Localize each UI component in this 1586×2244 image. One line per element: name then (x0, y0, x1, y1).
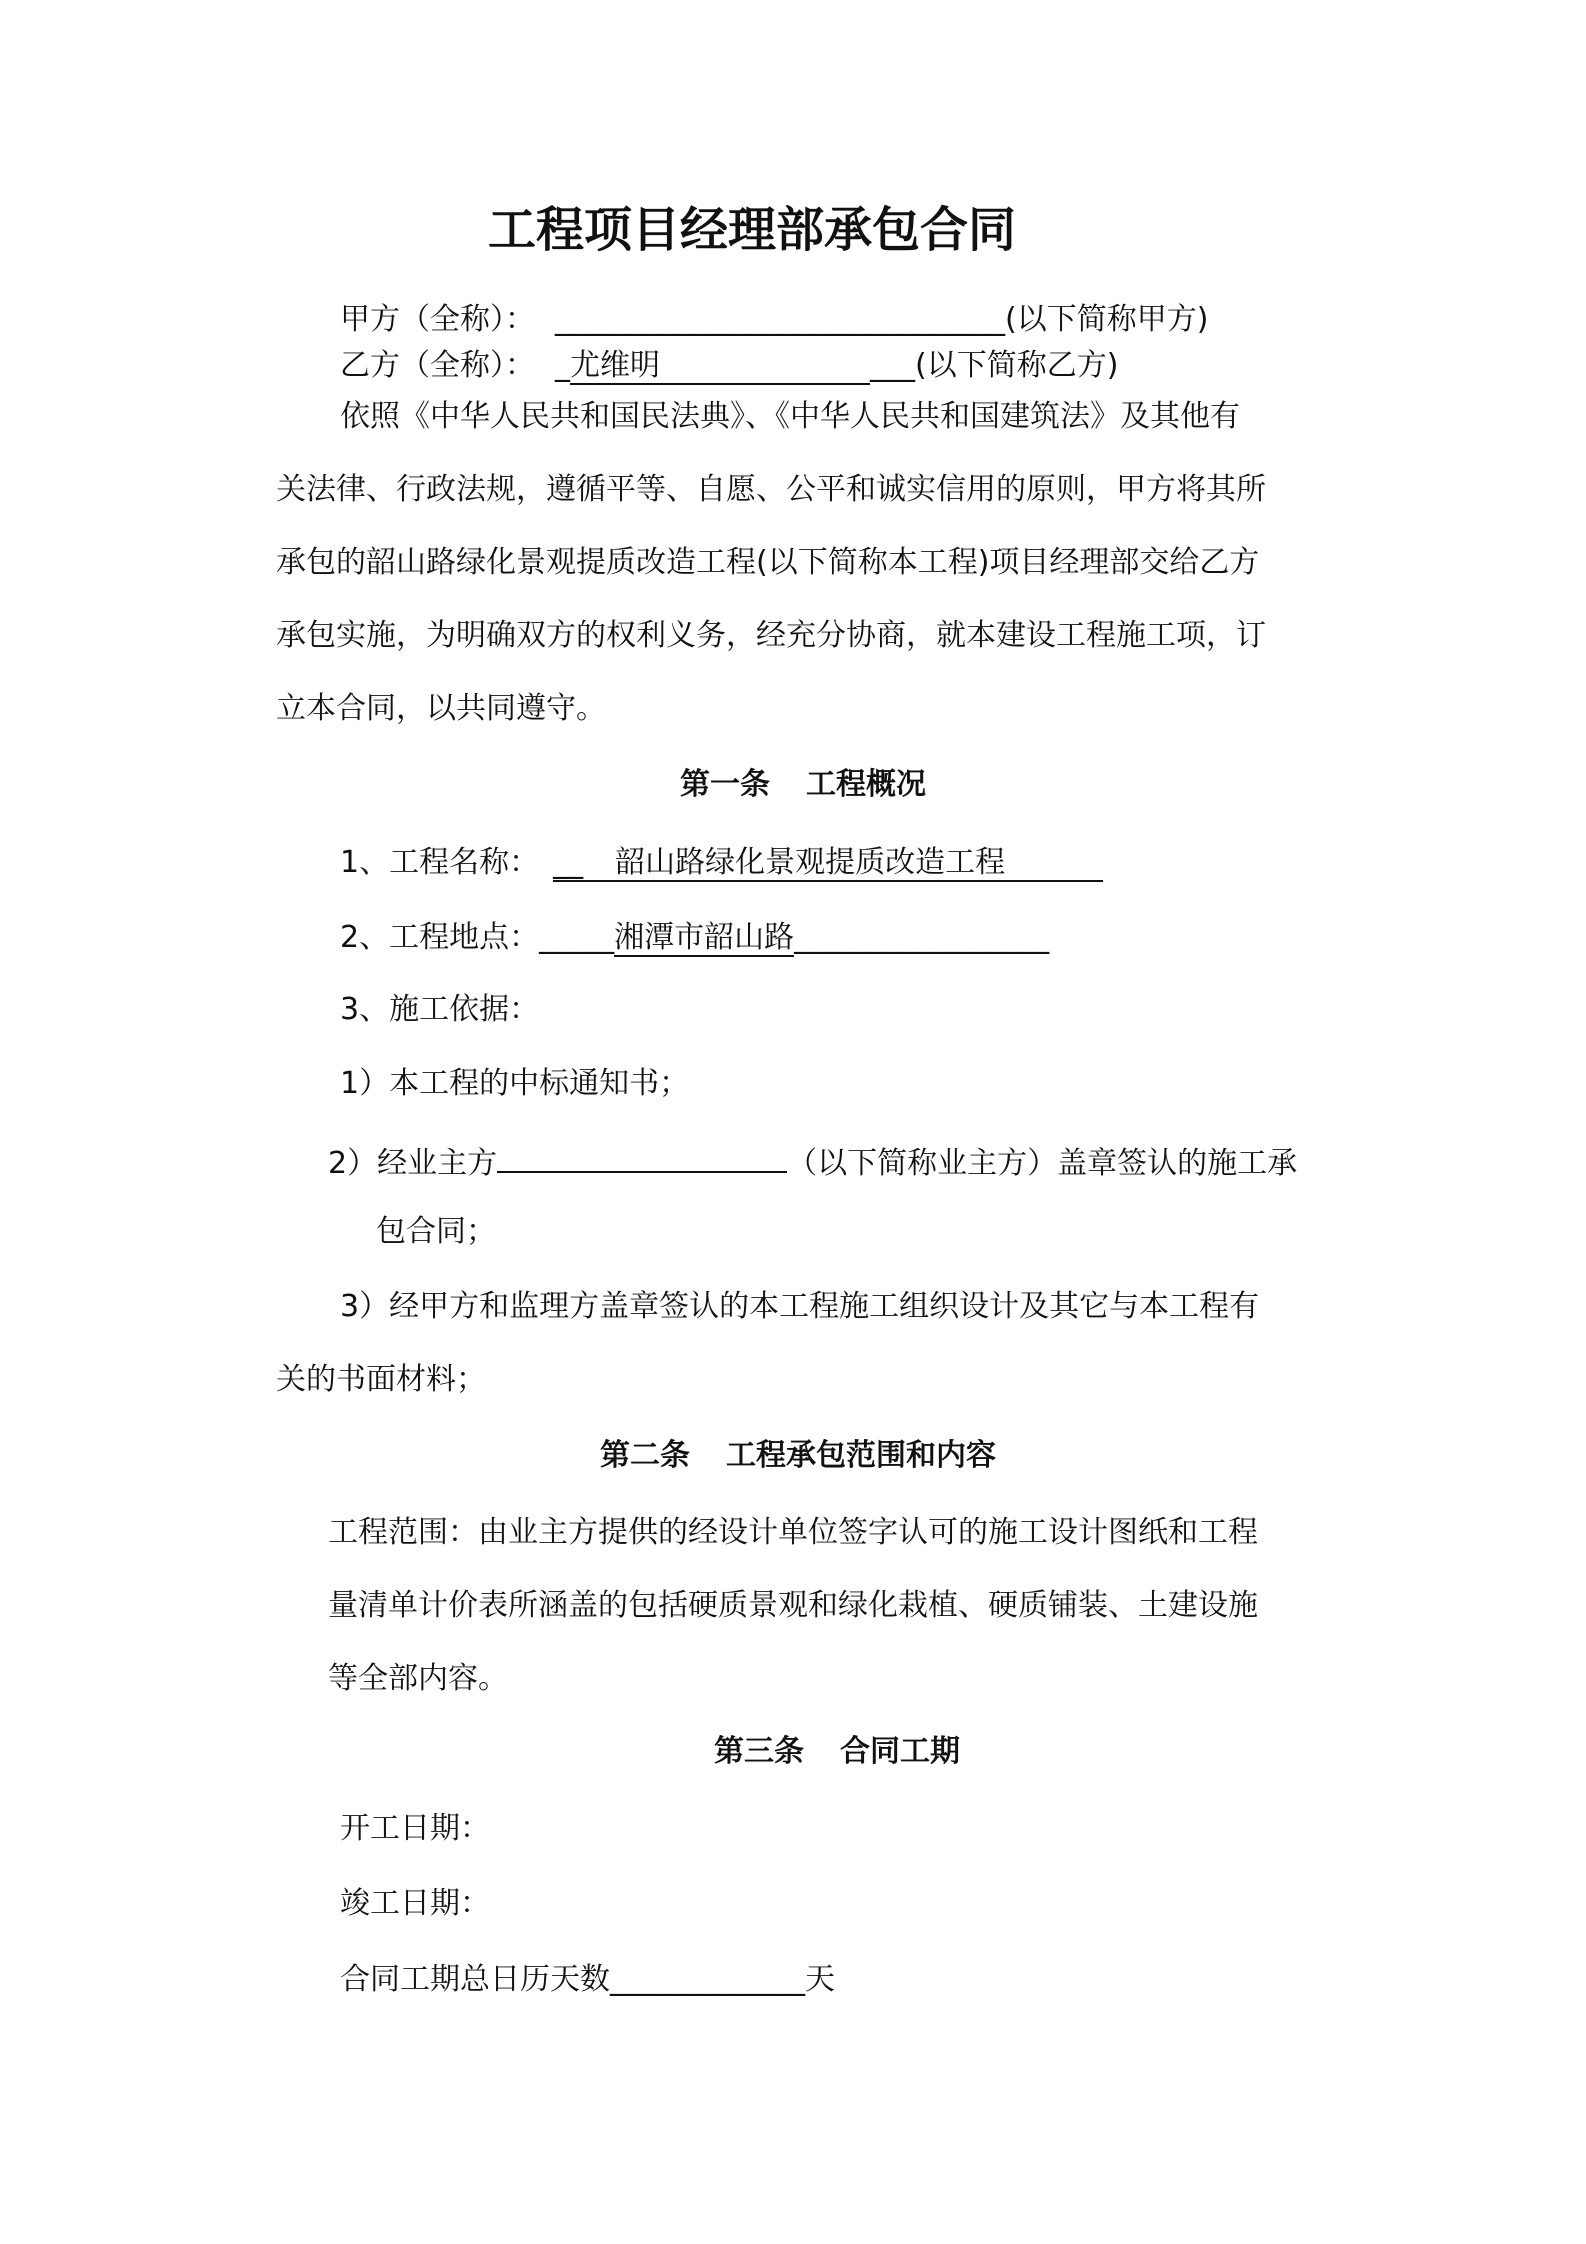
total-days-unit: 天 (805, 1962, 835, 1997)
party-a-line (340, 300, 1208, 340)
total-days-label: 合同工期总日历天数 (340, 1962, 610, 1997)
preamble-line-2: 关法律、行政法规，遵循平等、自愿、公平和诚实信用的原则，甲方将其所 (276, 472, 1266, 507)
scope-line-3: 等全部内容。 (328, 1661, 508, 1696)
construction-basis-label: 3、施工依据： (340, 992, 540, 1027)
project-location-prefix: _____ (539, 920, 615, 955)
party-b-name: 尤维明 (570, 349, 870, 385)
project-name-prefix: __ (553, 845, 584, 880)
project-name-value: 韶山路绿化景观提质改造工程 (615, 845, 1006, 880)
article-1-heading (680, 765, 926, 805)
end-date-label: 竣工日期： (340, 1886, 490, 1921)
total-days-blank: _____________ (610, 1962, 805, 1997)
total-days-line (340, 1960, 835, 2000)
article-1-title: 工程概况 (806, 767, 926, 802)
article-3-title: 合同工期 (840, 1734, 960, 1769)
basis-item-2-cont: 包合同； (376, 1214, 496, 1249)
article-3-number: 第三条 (714, 1734, 804, 1769)
scope-line-2: 量清单计价表所涵盖的包括硬质景观和绿化栽植、硬质铺装、土建设施 (328, 1588, 1258, 1623)
scope-line-1: 工程范围：由业主方提供的经设计单位签字认可的施工设计图纸和工程 (328, 1515, 1258, 1550)
party-b-blank: ___ (870, 348, 915, 383)
party-a-label: 甲方（全称）： (340, 302, 535, 337)
article-2-number: 第二条 (600, 1438, 690, 1473)
basis-item-2-prefix: 2）经业主方 (328, 1146, 498, 1181)
project-location-label: 2、工程地点： (340, 920, 540, 955)
basis-item-1: 1）本工程的中标通知书； (340, 1066, 690, 1101)
project-name-label: 1、工程名称： (340, 845, 540, 880)
preamble-line-1: 依照《中华人民共和国民法典》、《中华人民共和国建筑法》及其他有 (340, 399, 1240, 434)
project-location-value: 湘潭市韶山路 (614, 920, 795, 955)
party-a-suffix: (以下简称甲方) (1005, 302, 1209, 337)
article-2-title: 工程承包范围和内容 (726, 1438, 996, 1473)
party-b-line (340, 346, 1118, 386)
basis-item-3-cont: 关的书面材料； (276, 1362, 486, 1397)
preamble-line-5: 立本合同，以共同遵守。 (276, 691, 606, 726)
start-date-label: 开工日期： (340, 1811, 490, 1846)
project-location-suffix: _________________ (794, 920, 1050, 955)
owner-name-blank (497, 1139, 787, 1173)
basis-item-2-suffix: （以下简称业主方）盖章签认的施工承 (787, 1146, 1298, 1181)
party-b-prefix: _ (555, 348, 570, 383)
preamble-line-4: 承包实施，为明确双方的权利义务，经充分协商，就本建设工程施工项，订 (276, 618, 1266, 653)
party-a-blank: ______________________________ (555, 302, 1005, 337)
party-b-label: 乙方（全称）： (340, 348, 535, 383)
party-b-suffix: (以下简称乙方) (915, 348, 1119, 383)
basis-item-3-line: 3）经甲方和监理方盖章签认的本工程施工组织设计及其它与本工程有 (340, 1289, 1260, 1324)
project-name-line (340, 843, 1103, 883)
article-1-number: 第一条 (680, 767, 770, 802)
project-location-line (340, 918, 1049, 958)
preamble-line-3: 承包的韶山路绿化景观提质改造工程(以下简称本工程)项目经理部交给乙方 (276, 545, 1260, 580)
basis-item-2-line (328, 1139, 1297, 1184)
article-2-heading (600, 1436, 996, 1476)
project-name-field (553, 846, 1103, 882)
page-title: 工程项目经理部承包合同 (488, 202, 1017, 258)
article-3-heading (714, 1732, 960, 1772)
